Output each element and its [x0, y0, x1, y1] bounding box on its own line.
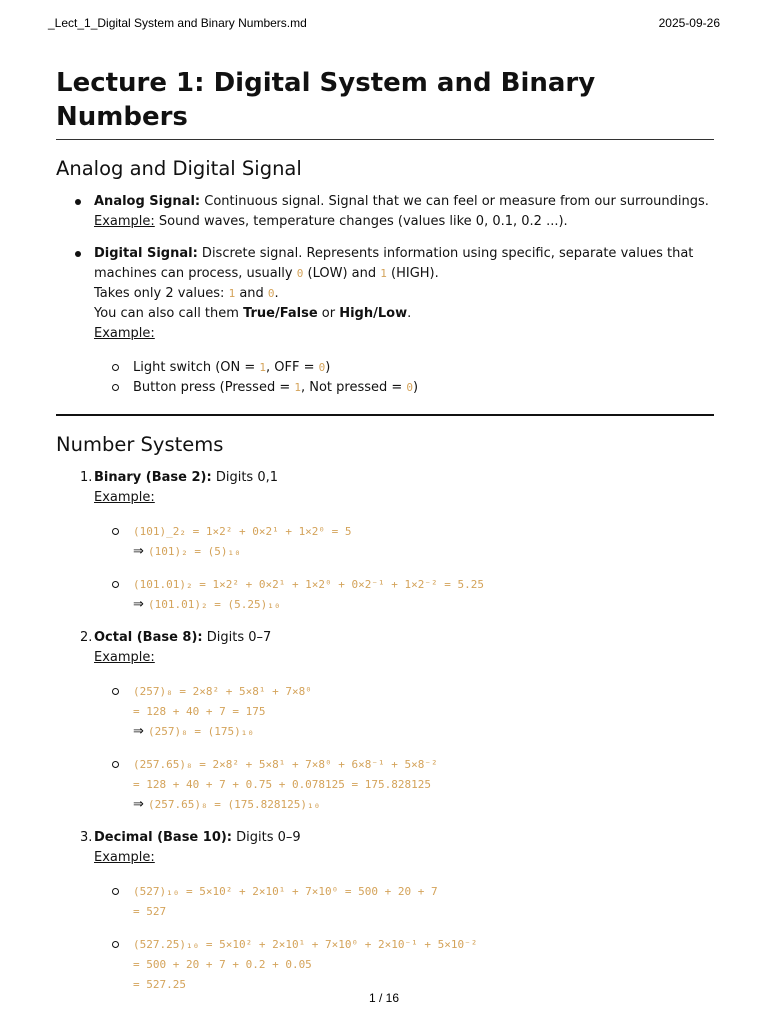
example-item	[94, 935, 714, 995]
bullet-circle-icon	[112, 581, 119, 588]
example-text: )	[413, 380, 419, 395]
math-line: = 128 + 40 + 7 = 175	[133, 705, 266, 718]
page-number: 1 / 16	[368, 991, 400, 1005]
math-line: (527.25)₁₀ = 5×10² + 2×10¹ + 7×10⁰ + 2×10⁻¹ + 5×10⁻²	[133, 938, 478, 951]
list-item	[94, 378, 714, 398]
number-system-label: Binary (Base 2):	[94, 470, 212, 485]
example-item	[94, 755, 714, 815]
example-label: Example:	[94, 850, 155, 865]
digital-call-suffix: .	[407, 306, 412, 321]
page-content	[56, 66, 714, 1008]
math-line: = 128 + 40 + 7 + 0.75 + 0.078125 = 175.828125	[133, 778, 432, 791]
example-label: Example:	[94, 650, 155, 665]
example-item	[94, 522, 714, 562]
inline-code: 1	[380, 267, 387, 280]
example-item	[94, 882, 714, 922]
list-item-analog	[56, 192, 714, 232]
example-text: , OFF =	[266, 360, 319, 375]
implies-arrow-icon: ⇒	[133, 724, 149, 739]
analog-example-text: Sound waves, temperature changes (values like 0, 0.1, 0.2 ...).	[154, 214, 568, 229]
inline-code: 0	[318, 361, 326, 374]
implies-arrow-icon: ⇒	[133, 544, 149, 559]
example-text: Light switch (ON =	[133, 360, 260, 375]
digital-takes-text: Takes only 2 values:	[94, 286, 229, 301]
math-line: (101)_2₂ = 1×2² + 0×2¹ + 1×2⁰ = 5	[133, 525, 352, 538]
number-system-item	[56, 628, 714, 815]
true-false-term: True/False	[243, 306, 318, 321]
number-system-desc: Digits 0–7	[202, 630, 272, 645]
inline-code: 1	[228, 287, 236, 300]
digital-text-high: (HIGH).	[386, 266, 439, 281]
digital-period: .	[274, 286, 279, 301]
bullet-circle-icon	[112, 688, 119, 695]
pdf-header	[48, 16, 720, 32]
implies-arrow-icon: ⇒	[133, 797, 149, 812]
bullet-circle-icon	[112, 941, 119, 948]
document-date: 2025-09-26	[658, 16, 720, 30]
number-system-desc: Digits 0–9	[232, 830, 301, 845]
example-list	[94, 882, 714, 995]
inline-code: 0	[267, 287, 275, 300]
example-label: Example:	[94, 326, 155, 341]
item-number: 3.	[80, 830, 93, 845]
math-result: (257.65)₈ = (175.828125)₁₀	[148, 798, 321, 811]
section-heading-signals: Analog and Digital Signal	[56, 157, 302, 180]
number-system-label: Octal (Base 8):	[94, 630, 203, 645]
bullet-dot-icon	[75, 199, 81, 205]
example-list	[94, 682, 714, 815]
number-system-desc: Digits 0,1	[211, 470, 278, 485]
document-filename: _Lect_1_Digital System and Binary Numbers.md	[48, 16, 307, 30]
digital-label: Digital Signal:	[94, 246, 198, 261]
example-item	[94, 682, 714, 742]
inline-code: 1	[294, 381, 301, 394]
list-item	[94, 358, 714, 378]
math-line: (257.65)₈ = 2×8² + 5×8¹ + 7×8⁰ + 6×8⁻¹ + 5×8⁻²	[133, 758, 438, 771]
example-text: , Not pressed =	[300, 380, 407, 395]
example-text: )	[325, 360, 331, 375]
digital-and-text: and	[235, 286, 268, 301]
page-title: Lecture 1: Digital System and Binary Numbers	[56, 66, 714, 140]
math-result: (101)₂ = (5)₁₀	[148, 545, 241, 558]
math-line: (527)₁₀ = 5×10² + 2×10¹ + 7×10⁰ = 500 + 20 + 7	[133, 885, 438, 898]
example-item	[94, 575, 714, 615]
number-system-list	[56, 468, 714, 995]
analog-description: Continuous signal. Signal that we can feel or measure from our surroundings.	[200, 194, 709, 209]
inline-code: 1	[259, 361, 267, 374]
inline-code: 0	[296, 267, 304, 280]
digital-or-text: or	[317, 306, 340, 321]
signal-list	[56, 192, 714, 398]
bullet-circle-icon	[112, 528, 119, 535]
section-heading-number-systems: Number Systems	[56, 433, 224, 456]
item-number: 2.	[80, 630, 93, 645]
digital-description: Discrete signal. Represents information using specific, separate values that machines can process, usually	[94, 246, 694, 281]
example-list	[94, 522, 714, 615]
high-low-term: High/Low	[339, 306, 408, 321]
digital-example-list	[94, 358, 714, 398]
implies-arrow-icon: ⇒	[133, 597, 149, 612]
bullet-dot-icon	[75, 251, 81, 257]
example-label: Example:	[94, 490, 155, 505]
math-line: (257)₈ = 2×8² + 5×8¹ + 7×8⁰	[133, 685, 312, 698]
digital-call-text: You can also call them	[94, 306, 244, 321]
number-system-item	[56, 468, 714, 615]
bullet-circle-icon	[112, 888, 119, 895]
inline-code: 0	[406, 381, 414, 394]
example-label: Example:	[94, 214, 155, 229]
item-number: 1.	[80, 470, 93, 485]
example-text: Button press (Pressed =	[133, 380, 295, 395]
math-line: = 527	[133, 905, 167, 918]
digital-text-low: (LOW) and	[303, 266, 381, 281]
math-line: (101.01)₂ = 1×2² + 0×2¹ + 1×2⁰ + 0×2⁻¹ + 1×2⁻² = 5.25	[133, 578, 484, 591]
number-system-label: Decimal (Base 10):	[94, 830, 233, 845]
number-system-item	[56, 828, 714, 995]
math-line: = 500 + 20 + 7 + 0.2 + 0.05	[133, 958, 312, 971]
analog-label: Analog Signal:	[94, 194, 201, 209]
bullet-circle-icon	[112, 384, 119, 391]
horizontal-rule	[56, 414, 714, 416]
math-result: (257)₈ = (175)₁₀	[148, 725, 254, 738]
math-result: (101.01)₂ = (5.25)₁₀	[148, 598, 281, 611]
math-line: = 527.25	[133, 978, 186, 991]
bullet-circle-icon	[112, 761, 119, 768]
bullet-circle-icon	[112, 364, 119, 371]
list-item-digital	[56, 244, 714, 398]
